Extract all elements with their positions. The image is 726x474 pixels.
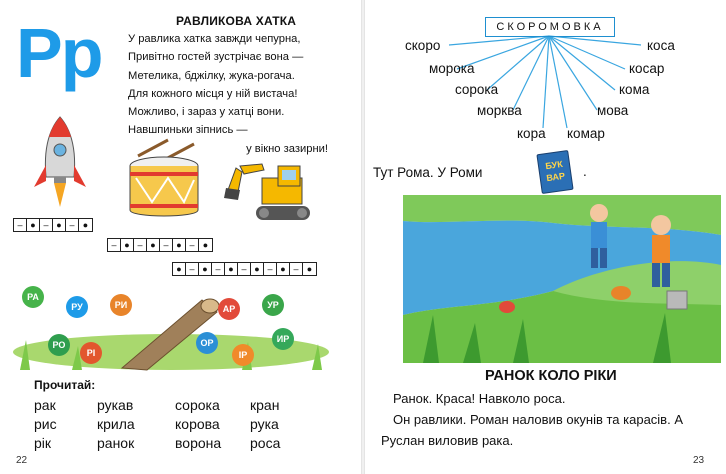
word: ворона xyxy=(175,435,222,451)
snail-syllable: ІР xyxy=(232,344,254,366)
poem-line: Метелика, бджілку, жука-рогача. xyxy=(128,69,295,82)
snail-syllable: УР xyxy=(262,294,284,316)
word-column xyxy=(97,396,135,453)
skoromovka-title: СКОРОМОВКА xyxy=(485,17,615,37)
river-illustration xyxy=(403,195,721,363)
snail-syllable: АР xyxy=(218,298,240,320)
right-word: коса xyxy=(647,38,675,53)
right-word: мова xyxy=(597,103,629,118)
right-word: кома xyxy=(619,82,650,97)
right-page xyxy=(363,0,726,474)
snail-syllable: РИ xyxy=(110,294,132,316)
word: сорока xyxy=(175,397,220,413)
sound-scheme-excavator: ● – ● – ● – ● – ● – ● xyxy=(172,262,317,276)
poem-line: Можливо, і зараз у хатці вони. xyxy=(128,106,285,119)
sound-scheme-rocket: – ● – ● – ● xyxy=(13,218,93,232)
word: крила xyxy=(97,416,135,432)
word: кран xyxy=(250,397,280,413)
page-number-right: 23 xyxy=(693,455,705,466)
big-letter: Рр xyxy=(16,14,102,92)
read-label: Прочитай: xyxy=(34,378,96,392)
story-title: РАНОК КОЛО РІКИ xyxy=(485,368,617,384)
word: рука xyxy=(250,416,279,432)
word: рак xyxy=(34,397,56,413)
snail-syllable: ИР xyxy=(272,328,294,350)
rocket-icon xyxy=(30,115,90,210)
word-column xyxy=(34,396,57,453)
poem-line: Навшпиньки зіпнись — xyxy=(128,124,248,137)
story-line: Он равлики. Роман наловив окунів та карасів. А Руслан виловив рака. xyxy=(381,412,683,448)
word: ранок xyxy=(97,435,135,451)
snail-syllable: РУ xyxy=(66,296,88,318)
word-column xyxy=(250,396,280,453)
poem-line: У равлика хатка завжди чепурна, xyxy=(128,33,301,45)
left-word: сорока xyxy=(455,82,499,97)
word: роса xyxy=(250,435,281,451)
rebus-text: Тут Рома. У Роми xyxy=(373,165,483,180)
word: рукав xyxy=(97,397,134,413)
poem-title: РАВЛИКОВА ХАТКА xyxy=(176,14,297,28)
snail-syllable: РА xyxy=(22,286,44,308)
word-column xyxy=(175,396,221,453)
excavator-icon xyxy=(222,160,317,235)
page-number-left: 22 xyxy=(16,455,28,466)
right-word: комар xyxy=(567,126,605,141)
sound-scheme-drum: – ● – ● – ● – ● xyxy=(107,238,213,252)
left-word: скоро xyxy=(405,38,441,53)
word: рис xyxy=(34,416,57,432)
snail-syllable: ОР xyxy=(196,332,218,354)
poem-line: Для кожного місця у ній вистача! xyxy=(128,87,298,100)
drum-icon xyxy=(124,138,202,223)
left-word: морока xyxy=(429,61,475,76)
left-word: кора xyxy=(517,126,546,141)
left-word: морква xyxy=(477,103,522,118)
story-line: Ранок. Краса! Навколо роса. xyxy=(393,391,566,406)
poem-line: Привітно гостей зустрічає вона — xyxy=(128,51,304,64)
story-text xyxy=(381,388,716,451)
book-icon: БУК ВАР xyxy=(536,150,573,194)
poem-line: у вікно зазирни! xyxy=(246,142,328,155)
rebus-dot: . xyxy=(583,164,587,179)
snail-syllable: РІ xyxy=(80,342,102,364)
snail-syllable: РО xyxy=(48,334,70,356)
word: рік xyxy=(34,435,52,451)
word: корова xyxy=(175,416,220,432)
right-word: косар xyxy=(629,61,665,76)
snails-illustration xyxy=(12,280,330,372)
